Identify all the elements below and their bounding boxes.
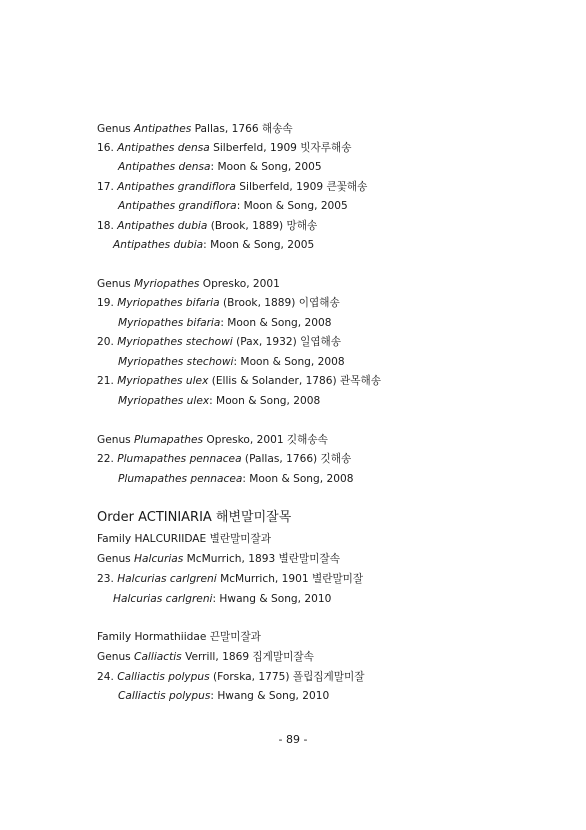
order-actiniaria-heading: Order ACTINIARIA 해변말미잘목 [97,510,292,525]
species-16-entry: 16. Antipathes densa Silberfeld, 1909 빗자루해송 [97,142,352,154]
species-22-entry: 22. Plumapathes pennacea (Pallas, 1766) 깃해송 [97,453,352,465]
species-17-entry: 17. Antipathes grandiflora Silberfeld, 1909 큰꽃해송 [97,181,368,193]
species-24-entry: 24. Calliactis polypus (Forska, 1775) 폴립집게말미잘 [97,671,365,683]
genus-plumapathes: Genus Plumapathes Opresko, 2001 깃해송속 [97,434,328,446]
page-number: - 89 - [278,733,308,746]
family-halcuriidae: Family HALCURIIDAE 별란말미잘과 [97,533,272,545]
species-23-entry: 23. Halcurias carlgreni McMurrich, 1901 별란말미잘 [97,573,364,585]
species-21-entry: 21. Myriopathes ulex (Ellis & Solander, 1786) 관목해송 [97,375,381,387]
species-21-reference: Myriopathes ulex: Moon & Song, 2008 [118,395,321,407]
genus-myriopathes: Genus Myriopathes Opresko, 2001 [97,278,280,290]
species-18-entry: 18. Antipathes dubia (Brook, 1889) 망해송 [97,220,318,232]
species-20-entry: 20. Myriopathes stechowi (Pax, 1932) 일엽해송 [97,336,342,348]
species-17-reference: Antipathes grandiflora: Moon & Song, 2005 [118,200,348,212]
species-22-reference: Plumapathes pennacea: Moon & Song, 2008 [118,473,354,485]
species-23-reference: Halcurias carlgreni: Hwang & Song, 2010 [113,593,332,605]
family-hormathiidae: Family Hormathiidae 끈말미잘과 [97,631,261,643]
species-20-reference: Myriopathes stechowi: Moon & Song, 2008 [118,356,345,368]
genus-calliactis: Genus Calliactis Verrill, 1869 집게말미잘속 [97,651,314,663]
species-24-reference: Calliactis polypus: Hwang & Song, 2010 [118,690,330,702]
species-19-reference: Myriopathes bifaria: Moon & Song, 2008 [118,317,332,329]
genus-halcurias: Genus Halcurias McMurrich, 1893 별란말미잘속 [97,553,340,565]
species-16-reference: Antipathes densa: Moon & Song, 2005 [118,161,322,173]
genus-antipathes: Genus Antipathes Pallas, 1766 해송속 [97,123,293,135]
species-18-reference: Antipathes dubia: Moon & Song, 2005 [113,239,315,251]
species-19-entry: 19. Myriopathes bifaria (Brook, 1889) 이엽해송 [97,297,340,309]
